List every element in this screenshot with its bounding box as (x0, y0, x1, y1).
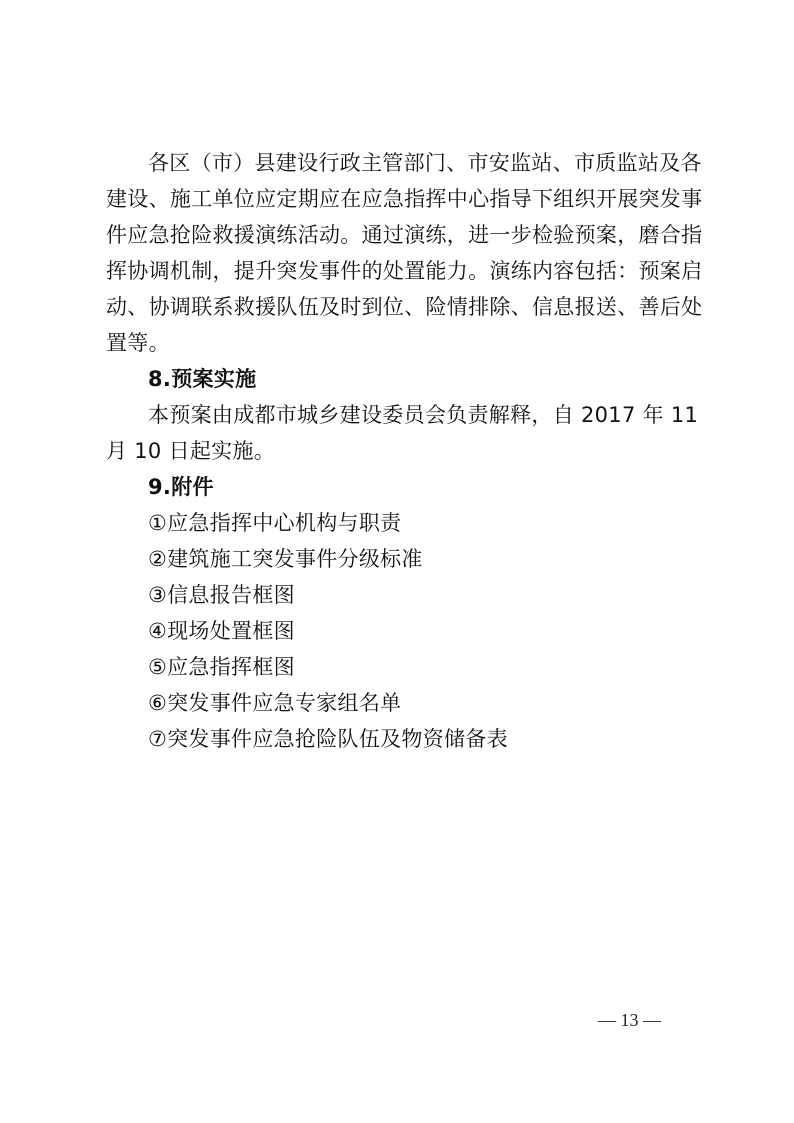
attachment-item: ③信息报告框图 (148, 583, 295, 607)
attachment-item: ②建筑施工突发事件分级标准 (148, 547, 423, 571)
paragraph-line: 置等。 (106, 331, 170, 355)
paragraph-line: 件应急抢险救援演练活动。通过演练，进一步检验预案，磨合指 (106, 223, 703, 247)
attachment-item: ⑤应急指挥框图 (148, 655, 295, 679)
attachment-item: ①应急指挥中心机构与职责 (148, 511, 402, 535)
attachment-item: ④现场处置框图 (148, 619, 295, 643)
attachment-item: ⑦突发事件应急抢险队伍及物资储备表 (148, 727, 508, 751)
section-heading-attachments: 9.附件 (148, 475, 214, 499)
paragraph-line: 本预案由成都市城乡建设委员会负责解释，自 2017 年 11 (148, 403, 699, 427)
paragraph-line: 挥协调机制，提升突发事件的处置能力。演练内容包括：预案启 (106, 259, 703, 283)
paragraph-line: 月 10 日起实施。 (106, 439, 276, 463)
paragraph-line: 建设、施工单位应定期应在应急指挥中心指导下组织开展突发事 (106, 187, 703, 211)
section-heading-implementation: 8.预案实施 (148, 367, 257, 391)
paragraph-line: 各区（市）县建设行政主管部门、市安监站、市质监站及各 (148, 151, 702, 175)
paragraph-line: 动、协调联系救援队伍及时到位、险情排除、信息报送、善后处 (106, 295, 703, 319)
page-number: — 13 — (598, 1010, 661, 1030)
attachment-item: ⑥突发事件应急专家组名单 (148, 691, 402, 715)
